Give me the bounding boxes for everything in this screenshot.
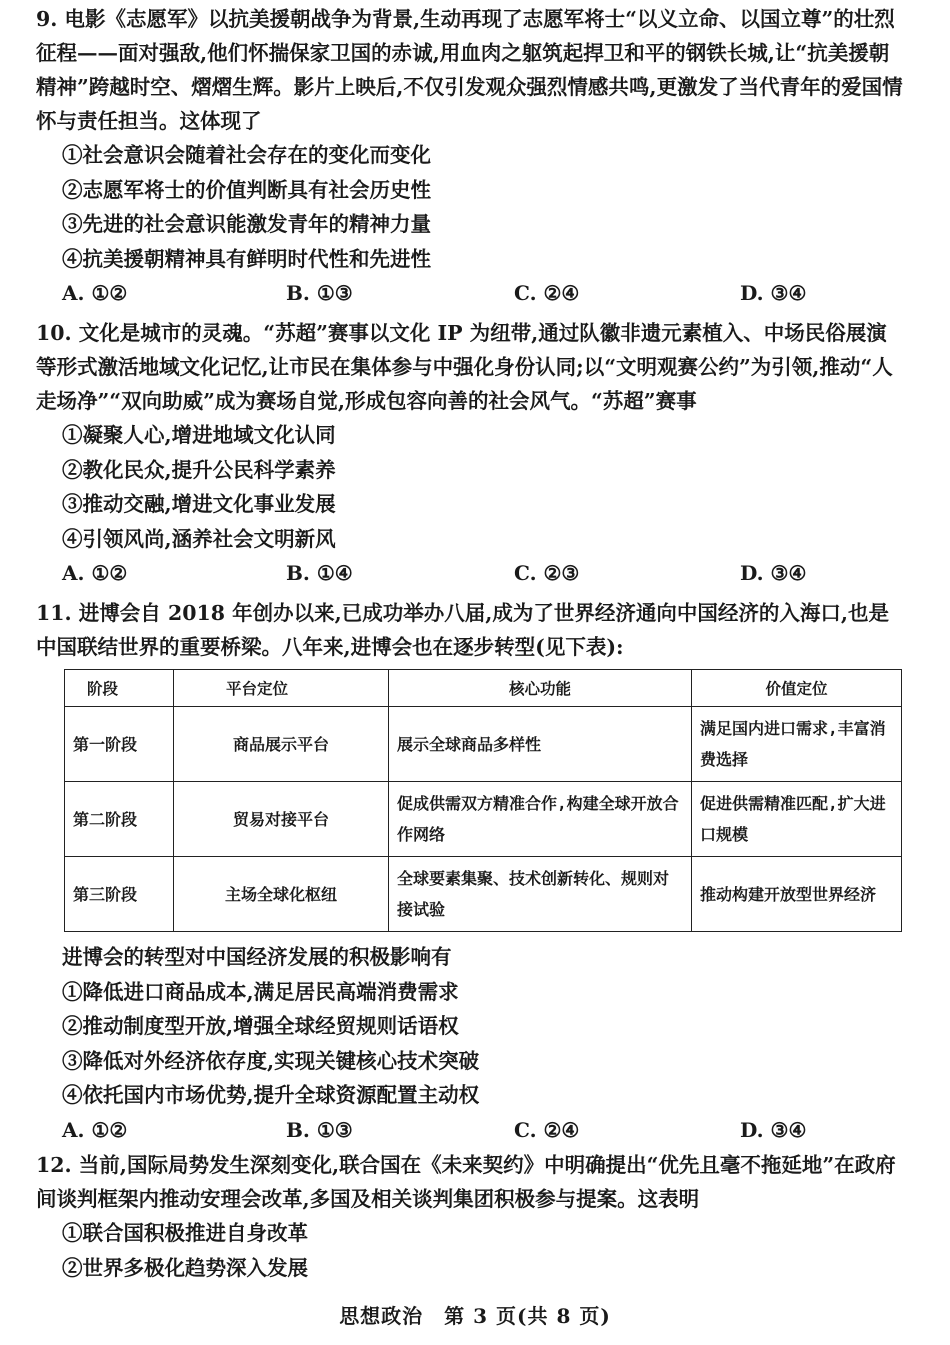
question-9-option-4: ④抗美援朝精神具有鲜明时代性和先进性 [62,246,431,271]
table-header-value: 价值定位 [692,670,902,707]
question-9-choices [36,276,906,310]
question-10-option-2: ②教化民众,提升公民科学素养 [62,457,336,482]
table-row [65,782,902,857]
question-12-option-1: ①联合国积极推进自身改革 [62,1221,308,1245]
question-10-option-3: ③推动交融,增进文化事业发展 [62,492,336,516]
table-cell: 满足国内进口需求,丰富消费选择 [692,707,902,782]
question-12-stem: 12. 当前,国际局势发生深刻变化,联合国在《未来契约》中明确提出“优先且毫不拖延地”在政府间谈判框架内推动安理会改革,多国及相关谈判集团积极参与提案。这表明 [36,1153,896,1211]
choice-d: D. ③④ [740,561,807,585]
choice-a: A. ①② [62,281,128,305]
page-footer: 思想政治 第 3 页(共 8 页) [339,1304,611,1328]
table-cell: 主场全球化枢纽 [174,857,389,932]
question-11-option-2: ②推动制度型开放,增强全球经贸规则话语权 [62,1014,459,1038]
question-9-option-3: ③先进的社会意识能激发青年的精神力量 [62,212,431,236]
table-row [65,707,902,782]
choice-b: B. ①④ [286,561,353,585]
table-header-row [65,670,902,707]
table-cell: 第二阶段 [65,782,174,857]
question-9 [36,2,906,310]
table-header-function: 核心功能 [389,670,692,707]
question-11-option-1: ①降低进口商品成本,满足居民高端消费需求 [62,979,459,1004]
question-9-option-1: ①社会意识会随着社会存在的变化而变化 [62,143,431,167]
question-12 [36,1148,906,1285]
choice-b: B. ①③ [286,281,353,305]
table-cell: 促进供需精准匹配,扩大进口规模 [692,782,902,857]
table-cell: 第三阶段 [65,857,174,932]
question-12-option-2: ②世界多极化趋势深入发展 [62,1255,308,1280]
table-cell: 展示全球商品多样性 [389,707,692,782]
question-11 [36,596,906,664]
question-11-option-3: ③降低对外经济依存度,实现关键核心技术突破 [62,1048,480,1073]
table-header-platform: 平台定位 [174,670,389,707]
question-11-lead: 进博会的转型对中国经济发展的积极影响有 [62,945,452,969]
question-10-option-1: ①凝聚人心,增进地域文化认同 [62,423,336,447]
table-cell: 第一阶段 [65,707,174,782]
choice-a: A. ①② [62,561,128,585]
choice-a: A. ①② [62,1117,128,1142]
table-cell: 商品展示平台 [174,707,389,782]
table-cell: 促成供需双方精准合作,构建全球开放合作网络 [389,782,692,857]
choice-d: D. ③④ [740,1117,807,1142]
choice-c: C. ②③ [514,561,580,585]
question-11-tail [36,940,906,1147]
question-9-stem: 9. 电影《志愿军》以抗美援朝战争为背景,生动再现了志愿军将士“以义立命、以国立尊”的壮烈征程——面对强敌,他们怀揣保家卫国的赤诚,用血肉之躯筑起捍卫和平的钢铁长城,让“抗美援朝精神”跨越时空、熠熠生辉。影片上映后,不仅引发观众强烈情感共鸣,更激发了当代青年的爱国情怀与责任担当。这体现了 [36,7,903,133]
question-11-choices [36,1113,906,1147]
table-cell: 贸易对接平台 [174,782,389,857]
question-9-option-2: ②志愿军将士的价值判断具有社会历史性 [62,177,431,202]
table-cell: 推动构建开放型世界经济 [692,857,902,932]
question-10-stem: 10. 文化是城市的灵魂。“苏超”赛事以文化 IP 为纽带,通过队徽非遗元素植入、中场民俗展演等形式激活地域文化记忆,让市民在集体参与中强化身份认同;以“文明观赛公约”为引领,推动“人走场净”“双向助威”成为赛场自觉,形成包容向善的社会风气。“苏超”赛事 [36,321,893,413]
question-11-stem: 11. 进博会自 2018 年创办以来,已成功举办八届,成为了世界经济通向中国经济的入海口,也是中国联结世界的重要桥梁。八年来,进博会也在逐步转型(见下表): [36,601,890,659]
choice-c: C. ②④ [514,281,580,305]
question-10 [36,316,906,590]
question-10-option-4: ④引领风尚,涵养社会文明新风 [62,526,336,551]
choice-c: C. ②④ [514,1117,580,1142]
transformation-table [64,669,902,932]
table-row [65,857,902,932]
table-header-stage: 阶段 [65,670,174,707]
choice-d: D. ③④ [740,281,807,305]
choice-b: B. ①③ [286,1117,353,1142]
question-11-option-4: ④依托国内市场优势,提升全球资源配置主动权 [62,1083,480,1107]
table-cell: 全球要素集聚、技术创新转化、规则对接试验 [389,857,692,932]
question-10-choices [36,556,906,590]
